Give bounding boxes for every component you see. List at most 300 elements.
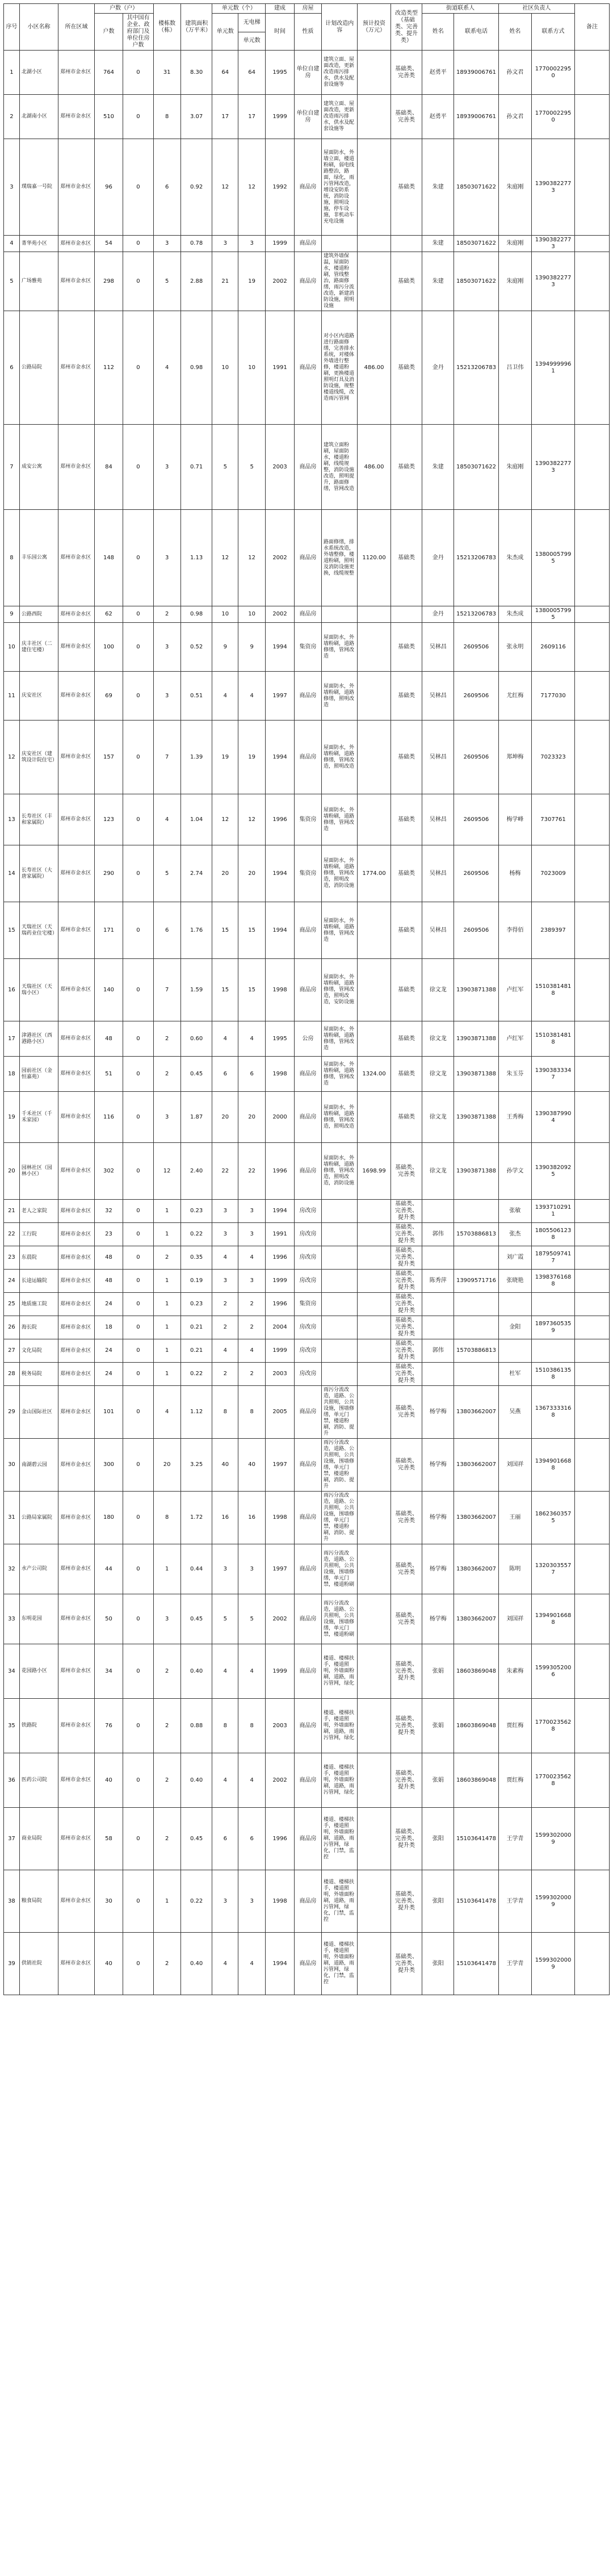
cell-area: 0.45 [180, 1057, 212, 1092]
cell-street-phone: 2609506 [454, 672, 499, 721]
table-row [4, 1386, 610, 1439]
cell-households: 300 [94, 1439, 123, 1492]
cell-scope: 屋面防水，外墙粉刷，道路修缮，管网改造 [322, 1021, 358, 1057]
cell-community: 天瑞社区（天瑞小区） [19, 959, 58, 1021]
cell-investment [358, 1223, 391, 1246]
cell-investment: 1120.00 [358, 510, 391, 606]
cell-note [575, 1223, 610, 1246]
cell-investment: 486.00 [358, 311, 391, 425]
table-row [4, 1339, 610, 1363]
cell-category: 基础类 [391, 139, 422, 236]
cell-category: 基础类、完善类、提升类 [391, 1808, 422, 1870]
cell-note [575, 95, 610, 139]
cell-street-name [422, 1316, 454, 1339]
cell-built-year: 2000 [266, 1092, 295, 1143]
cell-comm-phone: 18973605359 [532, 1316, 575, 1339]
cell-households: 298 [94, 252, 123, 311]
cell-comm-name: 金阳 [498, 1316, 531, 1339]
cell-households: 764 [94, 51, 123, 95]
cell-note [575, 1363, 610, 1386]
cell-housing-nature: 集资房 [294, 794, 321, 845]
cell-investment [358, 1870, 391, 1933]
cell-comm-name: 孙文君 [498, 95, 531, 139]
table-body [4, 51, 610, 1995]
cell-units: 21 [212, 252, 238, 311]
cell-comm-name: 王丽 [498, 1492, 531, 1544]
cell-comm-phone: 2389397 [532, 902, 575, 959]
cell-comm-phone: 13800057995 [532, 510, 575, 606]
cell-street-phone: 18603869048 [454, 1699, 499, 1753]
cell-seq: 30 [4, 1439, 20, 1492]
cell-street-phone: 15703886813 [454, 1223, 499, 1246]
cell-housing-nature: 房改房 [294, 1223, 321, 1246]
cell-investment [358, 51, 391, 95]
cell-built-year: 1995 [266, 51, 295, 95]
cell-housing-nature: 房改房 [294, 1363, 321, 1386]
cell-seq: 4 [4, 236, 20, 252]
cell-built-year: 2004 [266, 1316, 295, 1339]
cell-housing-nature: 商品房 [294, 1594, 321, 1644]
cell-built-year: 1996 [266, 1293, 295, 1316]
table-row [4, 1092, 610, 1143]
cell-no-elevator: 19 [238, 252, 266, 311]
cell-category: 基础类 [391, 510, 422, 606]
cell-street-name: 朱建 [422, 139, 454, 236]
cell-location: 郑州市金水区 [58, 1143, 94, 1200]
cell-comm-name: 王学青 [498, 1870, 531, 1933]
cell-built-year: 1994 [266, 845, 295, 902]
table-row [4, 1753, 610, 1808]
cell-units: 64 [212, 51, 238, 95]
cell-scope: 雨污分流改造，道路、公共照明，公共设施，围墙修缮，单元门禁，楼道粉刷 [322, 1544, 358, 1594]
cell-households: 69 [94, 672, 123, 721]
cell-units: 20 [212, 845, 238, 902]
cell-gov-households: 0 [123, 51, 153, 95]
cell-street-phone [454, 1246, 499, 1270]
cell-scope: 屋面防水，外墙粉刷，道路修缮，管网改造 [322, 1057, 358, 1092]
cell-category: 基础类 [391, 794, 422, 845]
cell-note [575, 1246, 610, 1270]
cell-no-elevator: 20 [238, 1092, 266, 1143]
cell-buildings: 4 [153, 1386, 180, 1439]
col-seq: 序号 [4, 4, 20, 51]
col-category: 改造类型（基础类、完善类、提升类） [391, 4, 422, 51]
cell-comm-name: 梅学峰 [498, 794, 531, 845]
cell-street-name: 赵勇平 [422, 95, 454, 139]
cell-seq: 19 [4, 1092, 20, 1143]
cell-community: 税务局院 [19, 1363, 58, 1386]
cell-units: 3 [212, 1870, 238, 1933]
cell-units: 4 [212, 672, 238, 721]
cell-investment [358, 1808, 391, 1870]
cell-no-elevator: 12 [238, 510, 266, 606]
cell-community: 千禾社区（千禾家园） [19, 1092, 58, 1143]
cell-location: 郑州市金水区 [58, 1200, 94, 1223]
cell-households: 148 [94, 510, 123, 606]
cell-housing-nature: 商品房 [294, 1439, 321, 1492]
cell-housing-nature: 商品房 [294, 721, 321, 794]
cell-seq: 17 [4, 1021, 20, 1057]
cell-gov-households: 0 [123, 1200, 153, 1223]
col-investment: 预计投资（万元） [358, 4, 391, 51]
cell-comm-name: 张晓艳 [498, 1270, 531, 1293]
cell-housing-nature: 商品房 [294, 1808, 321, 1870]
cell-gov-households: 0 [123, 1246, 153, 1270]
cell-seq: 22 [4, 1223, 20, 1246]
cell-street-name: 徐文龙 [422, 959, 454, 1021]
cell-built-year: 1994 [266, 1933, 295, 1995]
cell-households: 24 [94, 1293, 123, 1316]
cell-built-year: 2002 [266, 606, 295, 623]
cell-community: 菁华苑小区 [19, 236, 58, 252]
cell-housing-nature: 商品房 [294, 1544, 321, 1594]
cell-gov-households: 0 [123, 1544, 153, 1594]
cell-community: 庆安社区 [19, 672, 58, 721]
cell-street-name: 陈秀萍 [422, 1270, 454, 1293]
cell-gov-households: 0 [123, 1223, 153, 1246]
cell-area: 0.19 [180, 1270, 212, 1293]
cell-households: 30 [94, 1870, 123, 1933]
cell-community: 金山国际社区 [19, 1386, 58, 1439]
cell-investment [358, 1363, 391, 1386]
cell-seq: 23 [4, 1246, 20, 1270]
cell-street-name: 徐文龙 [422, 1092, 454, 1143]
cell-seq: 15 [4, 902, 20, 959]
cell-seq: 35 [4, 1699, 20, 1753]
cell-scope [322, 1246, 358, 1270]
cell-location: 郑州市金水区 [58, 1808, 94, 1870]
cell-built-year: 1998 [266, 1492, 295, 1544]
cell-community: 文化局院 [19, 1339, 58, 1363]
cell-units: 40 [212, 1439, 238, 1492]
cell-location: 郑州市金水区 [58, 1223, 94, 1246]
cell-buildings: 3 [153, 236, 180, 252]
cell-street-phone: 15103641478 [454, 1933, 499, 1995]
cell-households: 180 [94, 1492, 123, 1544]
cell-street-name: 张阳 [422, 1933, 454, 1995]
cell-gov-households: 0 [123, 1808, 153, 1870]
cell-seq: 39 [4, 1933, 20, 1995]
cell-seq: 5 [4, 252, 20, 311]
col-elevator: 无电梯 [238, 14, 266, 32]
cell-buildings: 3 [153, 425, 180, 510]
cell-scope: 楼道、楼梯扶手，楼道照明，外墙面粉刷，道路，雨污管网，绿化，门禁，监控 [322, 1933, 358, 1995]
cell-comm-name: 张杰 [498, 1223, 531, 1246]
cell-category: 基础类、完善类 [391, 1143, 422, 1200]
cell-comm-name: 刘广霞 [498, 1246, 531, 1270]
cell-scope: 路面修缮，排水系统改造，外墙整修，楼道粉刷，照明及消防设施更换，线缆规整 [322, 510, 358, 606]
cell-gov-households: 0 [123, 311, 153, 425]
cell-category: 基础类、完善类、提升类 [391, 1699, 422, 1753]
cell-comm-name: 郑坤梅 [498, 721, 531, 794]
cell-note [575, 1143, 610, 1200]
cell-housing-nature: 商品房 [294, 1092, 321, 1143]
cell-households: 76 [94, 1699, 123, 1753]
cell-note [575, 623, 610, 672]
cell-households: 290 [94, 845, 123, 902]
cell-category: 基础类、完善类、提升类 [391, 1933, 422, 1995]
cell-no-elevator: 16 [238, 1492, 266, 1544]
cell-street-phone: 13803662007 [454, 1492, 499, 1544]
cell-scope: 雨污分流改造，道路、公共照明，公共设施，围墙修缮，单元门禁，楼道粉刷，消防、提升 [322, 1386, 358, 1439]
cell-note [575, 139, 610, 236]
cell-note [575, 794, 610, 845]
cell-street-name: 杨学梅 [422, 1594, 454, 1644]
cell-location: 郑州市金水区 [58, 51, 94, 95]
cell-investment [358, 672, 391, 721]
cell-housing-nature: 商品房 [294, 1143, 321, 1200]
cell-street-name: 张娟 [422, 1753, 454, 1808]
cell-comm-phone: 13937102911 [532, 1200, 575, 1223]
cell-street-phone: 2609506 [454, 623, 499, 672]
cell-no-elevator: 8 [238, 1386, 266, 1439]
cell-investment [358, 959, 391, 1021]
cell-scope [322, 1200, 358, 1223]
cell-street-phone: 13803662007 [454, 1544, 499, 1594]
cell-units: 20 [212, 1092, 238, 1143]
cell-scope: 楼道、楼梯扶手，楼道照明，外墙面粉刷，道路，雨污管网，绿化，门禁，监控 [322, 1870, 358, 1933]
cell-location: 郑州市金水区 [58, 1293, 94, 1316]
cell-no-elevator: 5 [238, 1594, 266, 1644]
cell-note [575, 1439, 610, 1492]
cell-comm-name: 吕卫伟 [498, 311, 531, 425]
cell-community: 北湖南小区 [19, 95, 58, 139]
cell-area: 0.22 [180, 1363, 212, 1386]
cell-comm-phone: 18795097417 [532, 1246, 575, 1270]
cell-buildings: 7 [153, 721, 180, 794]
cell-units: 12 [212, 510, 238, 606]
cell-scope: 屋面防水，外墙粉刷，道路修缮，管网改造，照明改造，消防设施 [322, 1143, 358, 1200]
cell-comm-phone: 13949016688 [532, 1594, 575, 1644]
cell-comm-phone: 13903822773 [532, 139, 575, 236]
cell-category: 基础类、完善类、提升类 [391, 1223, 422, 1246]
cell-gov-households: 0 [123, 1492, 153, 1544]
cell-note [575, 1270, 610, 1293]
cell-units: 6 [212, 1808, 238, 1870]
col-housing: 房屋 [294, 4, 321, 14]
cell-street-phone: 15703886813 [454, 1339, 499, 1363]
cell-street-name: 张娟 [422, 1699, 454, 1753]
cell-street-phone: 2609506 [454, 845, 499, 902]
cell-category: 基础类、完善类 [391, 1492, 422, 1544]
cell-comm-name: 贾红梅 [498, 1753, 531, 1808]
cell-no-elevator: 19 [238, 721, 266, 794]
cell-community: 丰乐园公寓 [19, 510, 58, 606]
cell-built-year: 1995 [266, 1021, 295, 1057]
cell-scope: 屋面防水，外墙立面，楼道粉刷，弱电线路整治，路面，绿化，雨污管网改造，增设安防系统，消防设施，照明设施，停车设施，非机动车充电设施 [322, 139, 358, 236]
cell-location: 郑州市金水区 [58, 1644, 94, 1699]
cell-note [575, 1021, 610, 1057]
cell-built-year: 1998 [266, 959, 295, 1021]
table-row [4, 1021, 610, 1057]
cell-no-elevator: 64 [238, 51, 266, 95]
cell-note [575, 1808, 610, 1870]
cell-location: 郑州市金水区 [58, 510, 94, 606]
cell-note [575, 1594, 610, 1644]
cell-comm-phone: 2609116 [532, 623, 575, 672]
cell-comm-phone: 15103814818 [532, 1021, 575, 1057]
cell-housing-nature: 商品房 [294, 1386, 321, 1439]
cell-buildings: 4 [153, 794, 180, 845]
cell-street-name: 徐文龙 [422, 1021, 454, 1057]
col-built: 建成 [266, 4, 295, 14]
cell-location: 郑州市金水区 [58, 672, 94, 721]
cell-gov-households: 0 [123, 959, 153, 1021]
cell-units: 15 [212, 959, 238, 1021]
cell-seq: 37 [4, 1808, 20, 1870]
cell-seq: 9 [4, 606, 20, 623]
cell-scope: 建筑立面、屋面改造，更新改造雨污排水，供水及配套设施等 [322, 51, 358, 95]
cell-street-phone [454, 1293, 499, 1316]
cell-comm-name: 杨梅 [498, 845, 531, 902]
cell-buildings: 2 [153, 1246, 180, 1270]
cell-units: 4 [212, 1246, 238, 1270]
cell-area: 1.12 [180, 1386, 212, 1439]
cell-area: 0.44 [180, 1544, 212, 1594]
cell-buildings: 3 [153, 510, 180, 606]
cell-street-name: 吴林昌 [422, 902, 454, 959]
cell-no-elevator: 3 [238, 236, 266, 252]
table-row [4, 959, 610, 1021]
cell-units: 17 [212, 95, 238, 139]
cell-investment [358, 139, 391, 236]
cell-street-name: 金丹 [422, 510, 454, 606]
cell-location: 郑州市金水区 [58, 1057, 94, 1092]
cell-no-elevator: 3 [238, 1223, 266, 1246]
cell-units: 10 [212, 606, 238, 623]
cell-seq: 20 [4, 1143, 20, 1200]
cell-community: 南湖碧云园 [19, 1439, 58, 1492]
cell-built-year: 1996 [266, 794, 295, 845]
cell-community: 广场雅苑 [19, 252, 58, 311]
cell-category: 基础类、完善类、提升类 [391, 1246, 422, 1270]
cell-no-elevator: 2 [238, 1293, 266, 1316]
cell-households: 100 [94, 623, 123, 672]
cell-street-name: 吴林昌 [422, 845, 454, 902]
cell-comm-phone: 13903822773 [532, 252, 575, 311]
cell-street-phone: 18503071622 [454, 236, 499, 252]
cell-category: 基础类 [391, 721, 422, 794]
cell-comm-phone [532, 1339, 575, 1363]
cell-units: 5 [212, 425, 238, 510]
cell-no-elevator: 5 [238, 425, 266, 510]
cell-buildings: 8 [153, 95, 180, 139]
cell-investment: 1698.99 [358, 1143, 391, 1200]
cell-investment [358, 794, 391, 845]
cell-built-year: 1999 [266, 236, 295, 252]
cell-category: 基础类 [391, 902, 422, 959]
cell-investment [358, 1544, 391, 1594]
cell-community: 庆丰社区（二建住宅楼） [19, 623, 58, 672]
cell-area: 0.92 [180, 139, 212, 236]
cell-no-elevator: 3 [238, 1870, 266, 1933]
cell-comm-name: 朱玉芬 [498, 1057, 531, 1092]
cell-buildings: 12 [153, 1143, 180, 1200]
cell-investment [358, 1439, 391, 1492]
cell-area: 2.88 [180, 252, 212, 311]
cell-no-elevator: 4 [238, 1246, 266, 1270]
cell-housing-nature: 商品房 [294, 1753, 321, 1808]
cell-note [575, 1870, 610, 1933]
cell-seq: 18 [4, 1057, 20, 1092]
cell-investment [358, 1933, 391, 1995]
cell-note [575, 51, 610, 95]
cell-gov-households: 0 [123, 902, 153, 959]
cell-note [575, 1699, 610, 1753]
cell-street-phone [454, 1363, 499, 1386]
table-row [4, 1246, 610, 1270]
cell-category: 基础类 [391, 1057, 422, 1092]
cell-units: 2 [212, 1363, 238, 1386]
cell-comm-name: 李得佰 [498, 902, 531, 959]
cell-seq: 28 [4, 1363, 20, 1386]
cell-location: 郑州市金水区 [58, 139, 94, 236]
table-row [4, 1223, 610, 1246]
cell-comm-name: 贾红梅 [498, 1699, 531, 1753]
cell-community: 东明花园 [19, 1594, 58, 1644]
cell-note [575, 606, 610, 623]
cell-investment [358, 623, 391, 672]
table-row [4, 1594, 610, 1644]
cell-area: 3.07 [180, 95, 212, 139]
cell-street-name: 吴林昌 [422, 721, 454, 794]
cell-street-name: 朱建 [422, 236, 454, 252]
cell-comm-phone: 17700235628 [532, 1699, 575, 1753]
cell-buildings: 1 [153, 1316, 180, 1339]
cell-community: 水产公司院 [19, 1544, 58, 1594]
cell-no-elevator: 22 [238, 1143, 266, 1200]
cell-housing-nature: 集资房 [294, 1293, 321, 1316]
cell-gov-households: 0 [123, 606, 153, 623]
cell-units: 8 [212, 1699, 238, 1753]
cell-no-elevator: 3 [238, 1200, 266, 1223]
cell-seq: 31 [4, 1492, 20, 1544]
cell-area: 0.22 [180, 1870, 212, 1933]
cell-comm-phone: 7177030 [532, 672, 575, 721]
cell-street-phone: 13903871388 [454, 1021, 499, 1057]
cell-units: 15 [212, 902, 238, 959]
cell-comm-name: 孙文君 [498, 51, 531, 95]
cell-note [575, 845, 610, 902]
cell-note [575, 1057, 610, 1092]
cell-street-name: 金丹 [422, 311, 454, 425]
cell-community: 公路局家属院 [19, 1492, 58, 1544]
cell-households: 140 [94, 959, 123, 1021]
cell-note [575, 1544, 610, 1594]
cell-scope [322, 1339, 358, 1363]
cell-category: 基础类、完善类 [391, 1594, 422, 1644]
cell-category: 基础类、完善类、提升类 [391, 1753, 422, 1808]
cell-community: 花园路小区 [19, 1644, 58, 1699]
cell-seq: 25 [4, 1293, 20, 1316]
cell-no-elevator: 4 [238, 1933, 266, 1995]
cell-households: 171 [94, 902, 123, 959]
cell-comm-phone: 15103861358 [532, 1363, 575, 1386]
cell-scope: 楼道、楼梯扶手，楼道照明，外墙面粉刷，道路，雨污管网，绿化 [322, 1753, 358, 1808]
cell-community: 长途运输院 [19, 1270, 58, 1293]
cell-gov-households: 0 [123, 1644, 153, 1699]
cell-location: 郑州市金水区 [58, 1492, 94, 1544]
cell-comm-name: 陈明 [498, 1544, 531, 1594]
cell-category: 基础类、完善类、提升类 [391, 1339, 422, 1363]
cell-comm-phone: 15993020009 [532, 1808, 575, 1870]
col-scope: 计划改造内容 [322, 4, 358, 51]
table-row [4, 252, 610, 311]
cell-investment [358, 1270, 391, 1293]
cell-buildings: 31 [153, 51, 180, 95]
cell-no-elevator: 9 [238, 623, 266, 672]
cell-housing-nature: 商品房 [294, 1057, 321, 1092]
